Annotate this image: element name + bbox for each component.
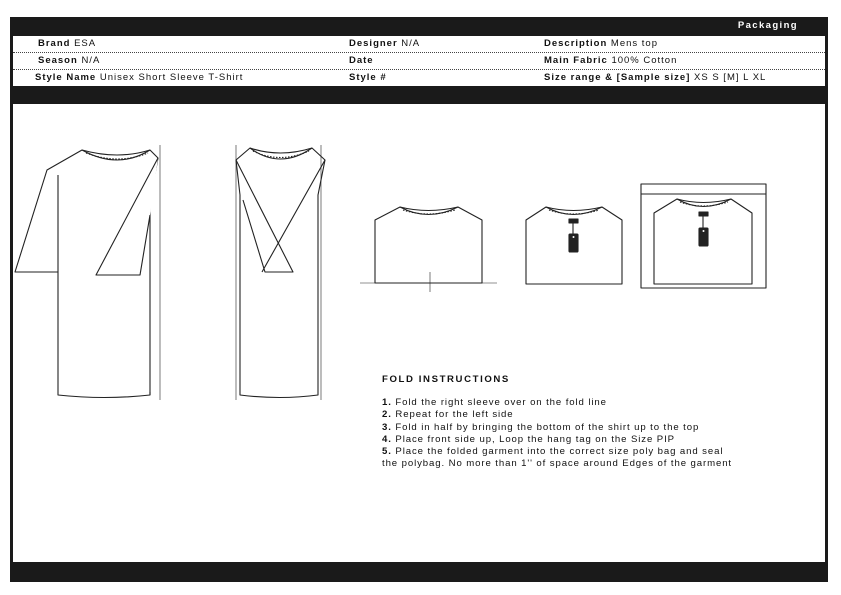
instruction-step: 1. Fold the right sleeve over on the fold line [382,397,607,409]
season-field: Season N/A [38,55,101,66]
description-field: Description Mens top [544,38,658,49]
instruction-continuation: the polybag. No more than 1'' of space around Edges of the garment [382,458,732,470]
page-title: Packaging [737,20,798,31]
main-fabric-field: Main Fabric 100% Cotton [544,55,678,66]
fold-step-3-shirt-icon [360,207,497,292]
date-field: Date [349,55,374,66]
instruction-step: 5. Place the folded garment into the correct size poly bag and seal [382,446,724,458]
fold-instructions [382,374,732,470]
fold-step-1-shirt-icon [15,145,160,400]
style-name-field: Style Name Unisex Short Sleeve T-Shirt [35,72,244,83]
style-number-field: Style # [349,72,387,83]
instruction-step: 3. Fold in half by bringing the bottom of the shirt up to the top [382,421,700,433]
instruction-step: 2. Repeat for the left side [382,409,514,421]
fold-step-2-shirt-icon [236,145,325,400]
brand-field: Brand ESA [38,38,97,49]
fold-step-4-shirt-icon [526,207,622,284]
fold-step-5-polybag-icon [641,184,766,288]
instructions-heading: FOLD INSTRUCTIONS [382,374,510,385]
designer-field: Designer N/A [349,38,421,49]
instruction-step: 4. Place front side up, Loop the hang tag on the Size PIP [382,433,675,445]
size-range-field: Size range & [Sample size] XS S [M] L XL [544,72,767,83]
